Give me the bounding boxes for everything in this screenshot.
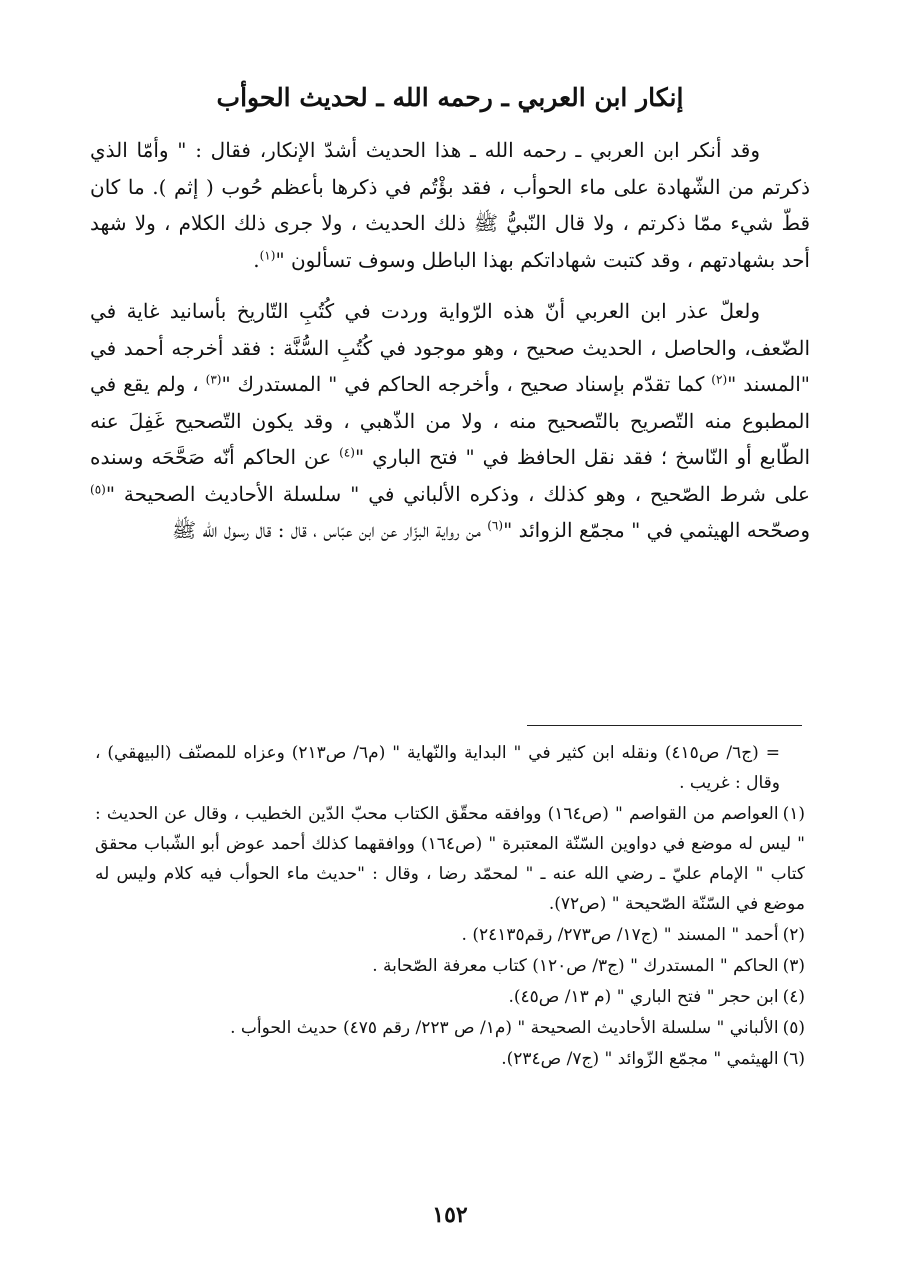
footnote-number: (٣) <box>782 956 805 976</box>
footnote-separator <box>527 725 802 726</box>
footnote-item-1 <box>95 799 805 919</box>
paragraph1-end: . <box>253 247 260 272</box>
footnote-continuation: = (ج٦/ ص٤١٥) ونقله ابن كثير في " البداية والنّهاية " (م٦/ ص٢١٣) وعزاه للمصنّف (البيهقي) ، وقال : غريب . <box>95 743 780 793</box>
footnote-number: (٦) <box>782 1049 805 1069</box>
footnote-ref-6[interactable]: (٦) <box>487 518 504 533</box>
footnote-item-5 <box>95 1013 805 1043</box>
footnotes-section <box>95 738 805 1075</box>
footnote-text: ابن حجر " فتح الباري " (م ١٣/ ص٤٥). <box>508 987 779 1007</box>
footnote-text: الهيثمي " مجمّع الزّوائد " (ج٧/ ص٢٣٤). <box>501 1049 779 1069</box>
paragraph2-part1: ولعلّ عذر ابن العربي أنّ هذه الرّواية وردت في كُتُبِ التّاريخ بأسانيد غاية في الضّعف، والحاصل ، الحديث صحيح ، وهو موجود في كُتُبِ السُّنَّة : فقد أخرجه أحمد في "المسند " <box>90 299 811 396</box>
footnote-ref-3[interactable]: (٣) <box>205 372 222 387</box>
footnote-number: (٢) <box>782 925 805 945</box>
footnote-ref-4[interactable]: (٤) <box>339 445 355 460</box>
footnote-text: العواصم من القواصم " (ص١٦٤) ووافقه محقّق الكتاب محبّ الدّين الخطيب ، وقال عن الحديث : " ليس له موضع في دواوين السّنّة المعتبرة " (ص١٦٤) ووافقهما كذلك أحمد عوض أبو الشّباب محقق كتاب " الإمام عليّ ـ رضي الله عنه ـ " لمحمّد رضا ، وقال : "حديث ماء الحوأب فيه كلام وليس له موضع في السّنّة الصّحيحة " (ص٧٢). <box>95 804 805 914</box>
main-text <box>90 132 810 549</box>
footnote-ref-1[interactable]: (١) <box>259 247 276 262</box>
footnote-ref-2[interactable]: (٢) <box>711 372 728 387</box>
footnote-item-6 <box>95 1044 805 1074</box>
footnote-text: الحاكم " المستدرك " (ج٣/ ص١٢٠) كتاب معرفة الصّحابة . <box>372 956 779 976</box>
footnote-item-3 <box>95 951 805 981</box>
page-title: إنكار ابن العربي ـ رحمه الله ـ لحديث الحوأب <box>216 83 684 112</box>
footnote-number: (١) <box>782 804 805 824</box>
paragraph-hadith-authenticity <box>90 293 810 549</box>
footnote-number: (٤) <box>782 987 805 1007</box>
paragraph1-text: وقد أنكر ابن العربي ـ رحمه الله ـ هذا الحديث أشدّ الإنكار، فقال : " وأمّا الذي ذكرتم من الشّهادة على ماء الحوأب ، فقد بؤْتُم في ذكرها بأعظم حُوب ( إثم ). ما كان قطّ شيء ممّا ذكرتم ، ولا قال النّبيُّ ﷺ ذلك الحديث ، ولا جرى ذلك الكلام ، ولا شهد أحد بشهادتهم ، وقد كتبت شهاداتكم بهذا الباطل وسوف تسألون " <box>90 138 811 272</box>
footnote-text: أحمد " المسند " (ج١٧/ ص٢٧٣/ رقم٢٤١٣٥) . <box>461 925 779 945</box>
paragraph2-part6: من رواية البزّار عن ابن عبّاس ، قال : قال رسول الله ﷺ <box>172 518 488 542</box>
footnote-ref-5[interactable]: (٥) <box>90 481 106 496</box>
footnote-number: (٥) <box>782 1018 805 1038</box>
paragraph2-part4: عن الحاكم أنّه صَحَّحَه وسنده على شرط الصّحيح ، وهو كذلك ، وذكره الألباني في " سلسلة الأحاديث الصحيحة " <box>90 445 810 506</box>
paragraph2-part5: وصحّحه الهيثمي في " مجمّع الزوائد " <box>503 518 810 542</box>
footnote-item-2 <box>95 920 805 950</box>
paragraph2-part3: ، ولم يقع في المطبوع منه التّصريح بالتّصحيح منه ، ولا من الذّهبي ، وقد يكون التّصحيح غَفِلَ عنه الطّابع أو النّاسخ ؛ فقد نقل الحافظ في " فتح الباري " <box>90 372 810 469</box>
footnote-item-4 <box>95 982 805 1012</box>
paragraph2-part2: كما تقدّم بإسناد صحيح ، وأخرجه الحاكم في " المستدرك " <box>221 372 712 396</box>
page-number: ١٥٢ <box>432 1202 468 1228</box>
footnote-text: الألباني " سلسلة الأحاديث الصحيحة " (م١/ ص ٢٢٣/ رقم ٤٧٥) حديث الحوأب . <box>230 1018 779 1038</box>
paragraph-ibn-arabi-denial <box>90 132 810 278</box>
